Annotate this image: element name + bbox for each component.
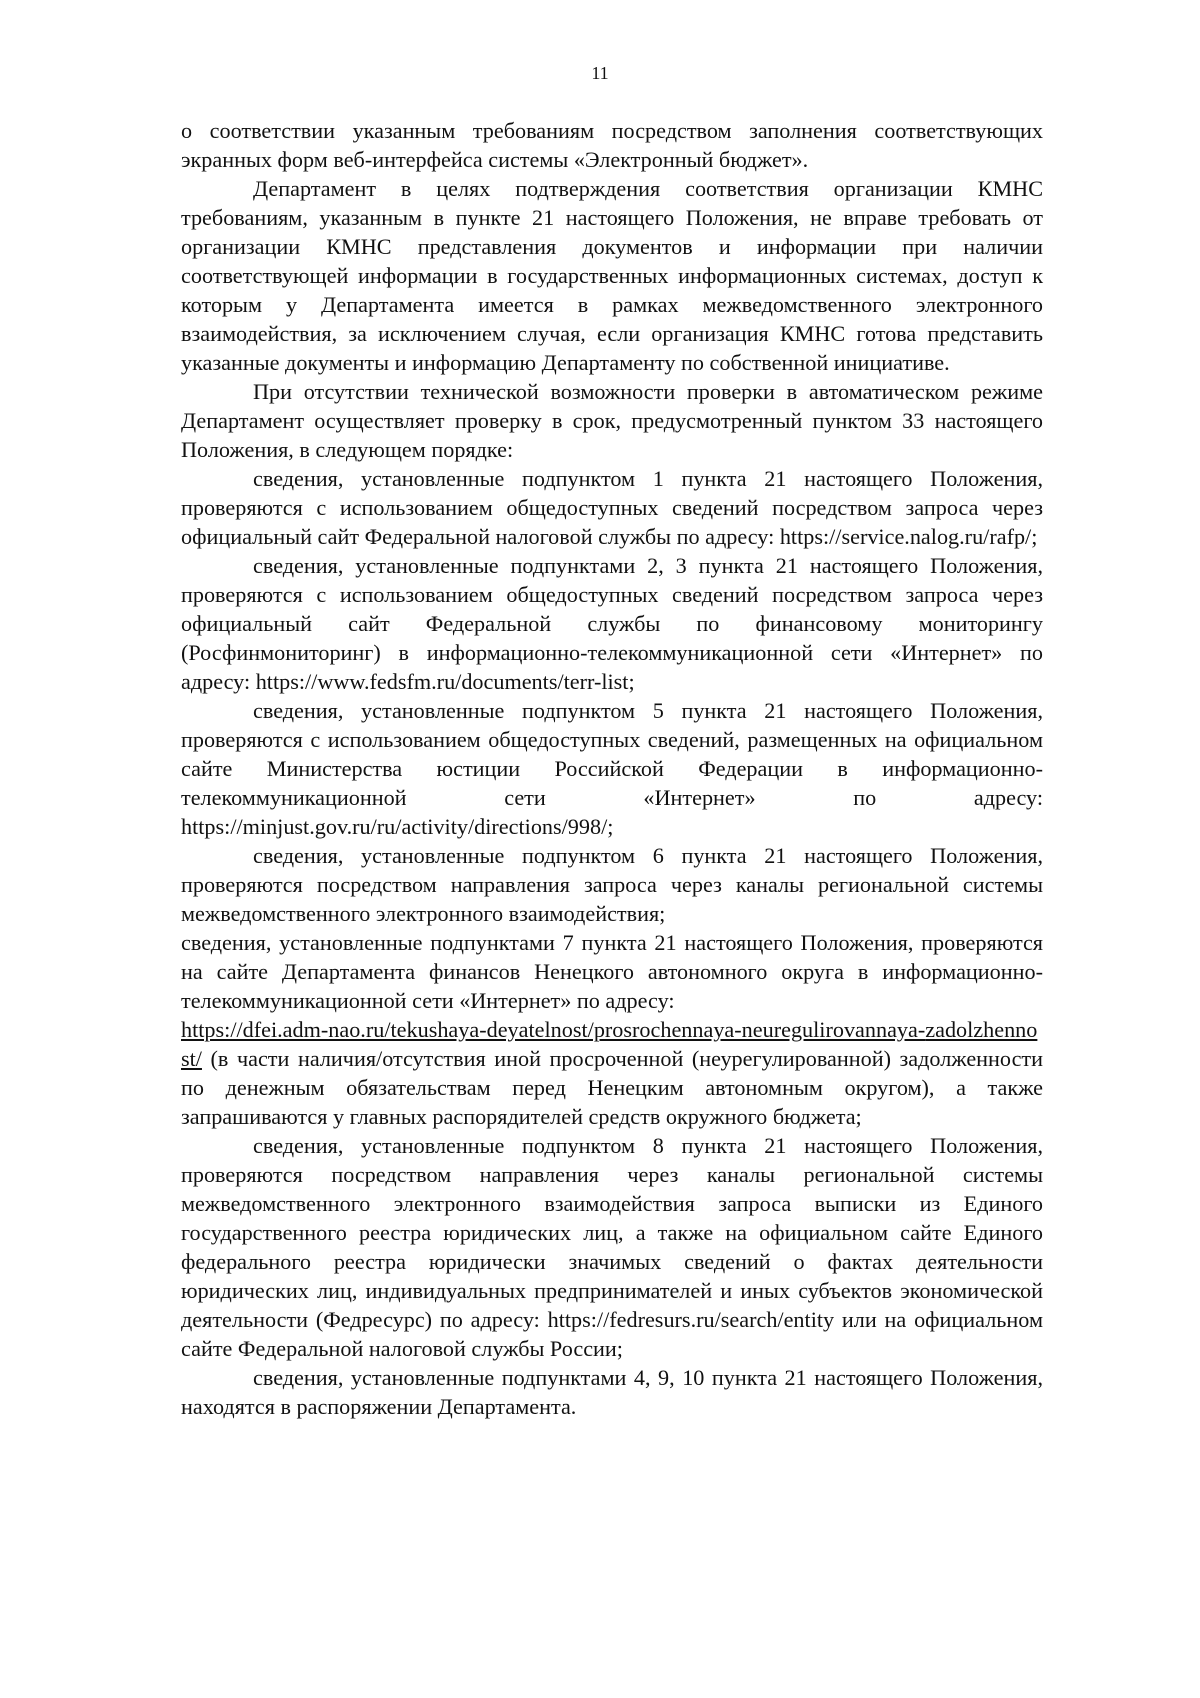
dfei-url-link-part1[interactable]: https://dfei.adm-nao.ru/tekushaya-deyatelnost/prosrochennaya-neuregulirovannaya- bbox=[181, 1017, 926, 1042]
subitem-7-link-continuation: (в части наличия/отсутствия иной просроченной (неурегулированной) задолженности по денежным обязательствам перед Ненецким автономным округом), а также запрашиваются у главных распорядителей средств окружного бюджета; bbox=[181, 1046, 1043, 1129]
dfei-url-link-part2[interactable]: zadolzhennost/ bbox=[181, 1017, 1038, 1071]
paragraph-manual-check-procedure: При отсутствии технической возможности проверки в автоматическом режиме Департамент осуществляет проверку в срок, предусмотренный пунктом 33 настоящего Положения, в следующем порядке: bbox=[181, 379, 1043, 462]
document-body bbox=[181, 116, 1043, 1421]
paragraph-subitems-2-3-check: сведения, установленные подпунктами 2, 3 пункта 21 настоящего Положения, проверяются с использованием общедоступных сведений посредством запроса через официальный сайт Федеральной службы по финансовому мониторингу (Росфинмониторинг) в информационно-телекоммуникационной сети «Интернет» по адресу: https://www.fedsfm.ru/documents/terr-list; bbox=[181, 553, 1043, 694]
paragraph-subitem-7-link bbox=[181, 1015, 1043, 1131]
page-number: 11 bbox=[591, 63, 609, 83]
paragraph-form-submission: о соответствии указанным требованиям посредством заполнения соответствующих экранных форм веб-интерфейса системы «Электронный бюджет». bbox=[181, 118, 1043, 172]
paragraph-subitem-8-check: сведения, установленные подпунктом 8 пункта 21 настоящего Положения, проверяются посредством направления через каналы региональной системы межведомственного электронного взаимодействия запроса выписки из Единого государственного реестра юридических лиц, а также на официальном сайте Единого федерального реестра юридически значимых сведений о фактах деятельности юридических лиц, индивидуальных предпринимателей и иных субъектов экономической деятельности (Федресурс) по адресу: https://fedresurs.ru/search/entity или на официальном сайте Федеральной налоговой службы России; bbox=[181, 1133, 1043, 1361]
paragraph-subitem-6-check: сведения, установленные подпунктом 6 пункта 21 настоящего Положения, проверяются посредством направления запроса через каналы региональной системы межведомственного электронного взаимодействия; bbox=[181, 843, 1043, 926]
paragraph-subitem-7-check: сведения, установленные подпунктами 7 пункта 21 настоящего Положения, проверяются на сайте Департамента финансов Ненецкого автономного округа в информационно-телекоммуникационной сети «Интернет» по адресу: bbox=[181, 930, 1043, 1013]
paragraph-subitems-4-9-10: сведения, установленные подпунктами 4, 9, 10 пункта 21 настоящего Положения, находятся в распоряжении Департамента. bbox=[181, 1365, 1043, 1419]
paragraph-subitem-1-check: сведения, установленные подпунктом 1 пункта 21 настоящего Положения, проверяются с использованием общедоступных сведений посредством запроса через официальный сайт Федеральной налоговой службы по адресу: https://service.nalog.ru/rafp/; bbox=[181, 466, 1043, 549]
paragraph-subitem-5-check: сведения, установленные подпунктом 5 пункта 21 настоящего Положения, проверяются с использованием общедоступных сведений, размещенных на официальном сайте Министерства юстиции Российской Федерации в информационно-телекоммуникационной сети «Интернет» по адресу: https://minjust.gov.ru/ru/activity/directions/998/; bbox=[181, 698, 1043, 839]
paragraph-department-restrictions: Департамент в целях подтверждения соответствия организации КМНС требованиям, указанным в пункте 21 настоящего Положения, не вправе требовать от организации КМНС представления документов и информации при наличии соответствующей информации в государственных информационных системах, доступ к которым у Департамента имеется в рамках межведомственного электронного взаимодействия, за исключением случая, если организация КМНС готова представить указанные документы и информацию Департаменту по собственной инициативе. bbox=[181, 176, 1043, 375]
